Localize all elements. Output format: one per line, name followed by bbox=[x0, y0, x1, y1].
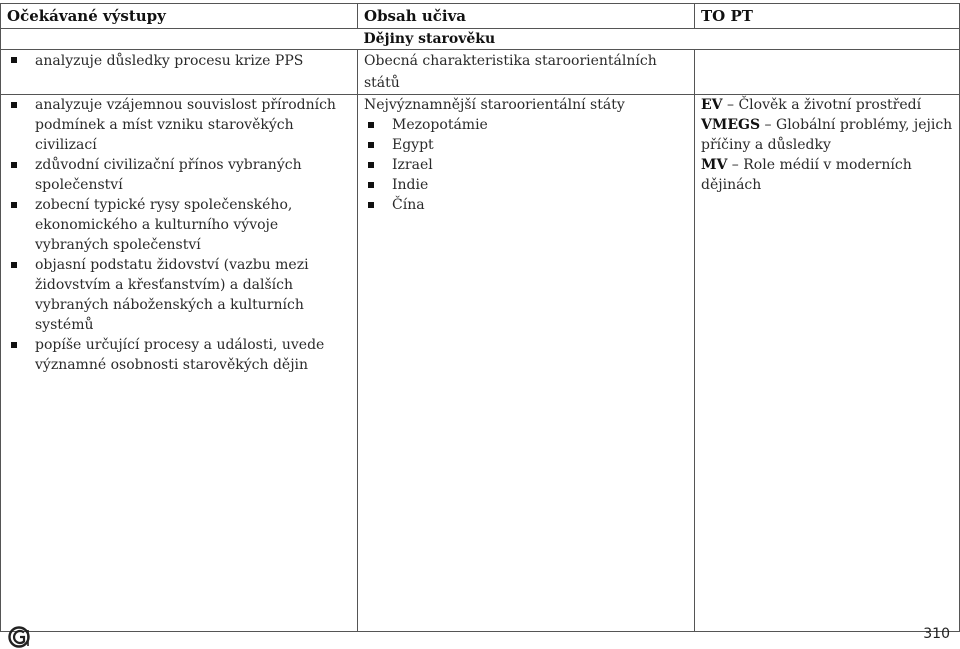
outputs-cell bbox=[1, 95, 358, 632]
gymnasium-logo-icon bbox=[8, 626, 32, 648]
list-item: Čína bbox=[364, 195, 688, 215]
states-list bbox=[364, 115, 688, 215]
section-title-cell bbox=[358, 29, 695, 50]
header-cross-topics: TO PT bbox=[695, 4, 960, 29]
topic-abbr: MV bbox=[701, 157, 728, 173]
main-row bbox=[1, 95, 960, 632]
sub-content-cell: Obecná charakteristika staroorientálních států bbox=[358, 50, 695, 95]
list-item: zdůvodní civilizační přínos vybraných společenství bbox=[7, 155, 351, 195]
list-item: popíše určující procesy a události, uvede významné osobnosti starověkých dějin bbox=[7, 335, 351, 375]
topic-ev: EV – Člověk a životní prostředí bbox=[701, 97, 922, 113]
list-item: Egypt bbox=[364, 135, 688, 155]
topic-text: Člověk a životní prostředí bbox=[738, 97, 922, 113]
section-title: Dějiny starověku bbox=[363, 31, 496, 47]
topic-text: Globální problémy, jejich příčiny a důsledky bbox=[701, 117, 953, 153]
section-cell-empty-right bbox=[695, 29, 960, 50]
curriculum-table bbox=[0, 3, 960, 632]
topics-cell bbox=[695, 95, 960, 632]
topic-abbr: VMEGS bbox=[701, 117, 761, 133]
list-item: zobecní typické rysy společenského, ekonomického a kulturního vývoje vybraných společenství bbox=[7, 195, 351, 255]
content-heading: Nejvýznamnější staroorientální státy bbox=[364, 97, 625, 113]
table-header-row bbox=[1, 4, 960, 29]
topic-vmegs: VMEGS – Globální problémy, jejich příčiny a důsledky bbox=[701, 117, 953, 153]
topic-abbr: EV bbox=[701, 97, 723, 113]
topic-text: Role médií v moderních dějinách bbox=[701, 157, 912, 193]
section-cell-empty-left bbox=[1, 29, 358, 50]
topic-mv: MV – Role médií v moderních dějinách bbox=[701, 157, 912, 193]
list-item: analyzuje vzájemnou souvislost přírodních podmínek a míst vzniku starověkých civilizací bbox=[7, 95, 351, 155]
list-item: Izrael bbox=[364, 155, 688, 175]
header-content: Obsah učiva bbox=[358, 4, 695, 29]
header-expected-outputs: Očekávané výstupy bbox=[1, 4, 358, 29]
section-row bbox=[1, 29, 960, 50]
sub-row bbox=[1, 50, 960, 95]
content-cell bbox=[358, 95, 695, 632]
list-item: analyzuje důsledky procesu krize PPS bbox=[7, 50, 351, 72]
sub-topic-cell bbox=[695, 50, 960, 95]
list-item: Indie bbox=[364, 175, 688, 195]
list-item: objasní podstatu židovství (vazbu mezi židovstvím a křesťanstvím) a dalších vybraných náboženských a kulturních systémů bbox=[7, 255, 351, 335]
sub-output-cell bbox=[1, 50, 358, 95]
list-item: Mezopotámie bbox=[364, 115, 688, 135]
page-number: 310 bbox=[923, 626, 950, 642]
outputs-list bbox=[7, 95, 351, 375]
